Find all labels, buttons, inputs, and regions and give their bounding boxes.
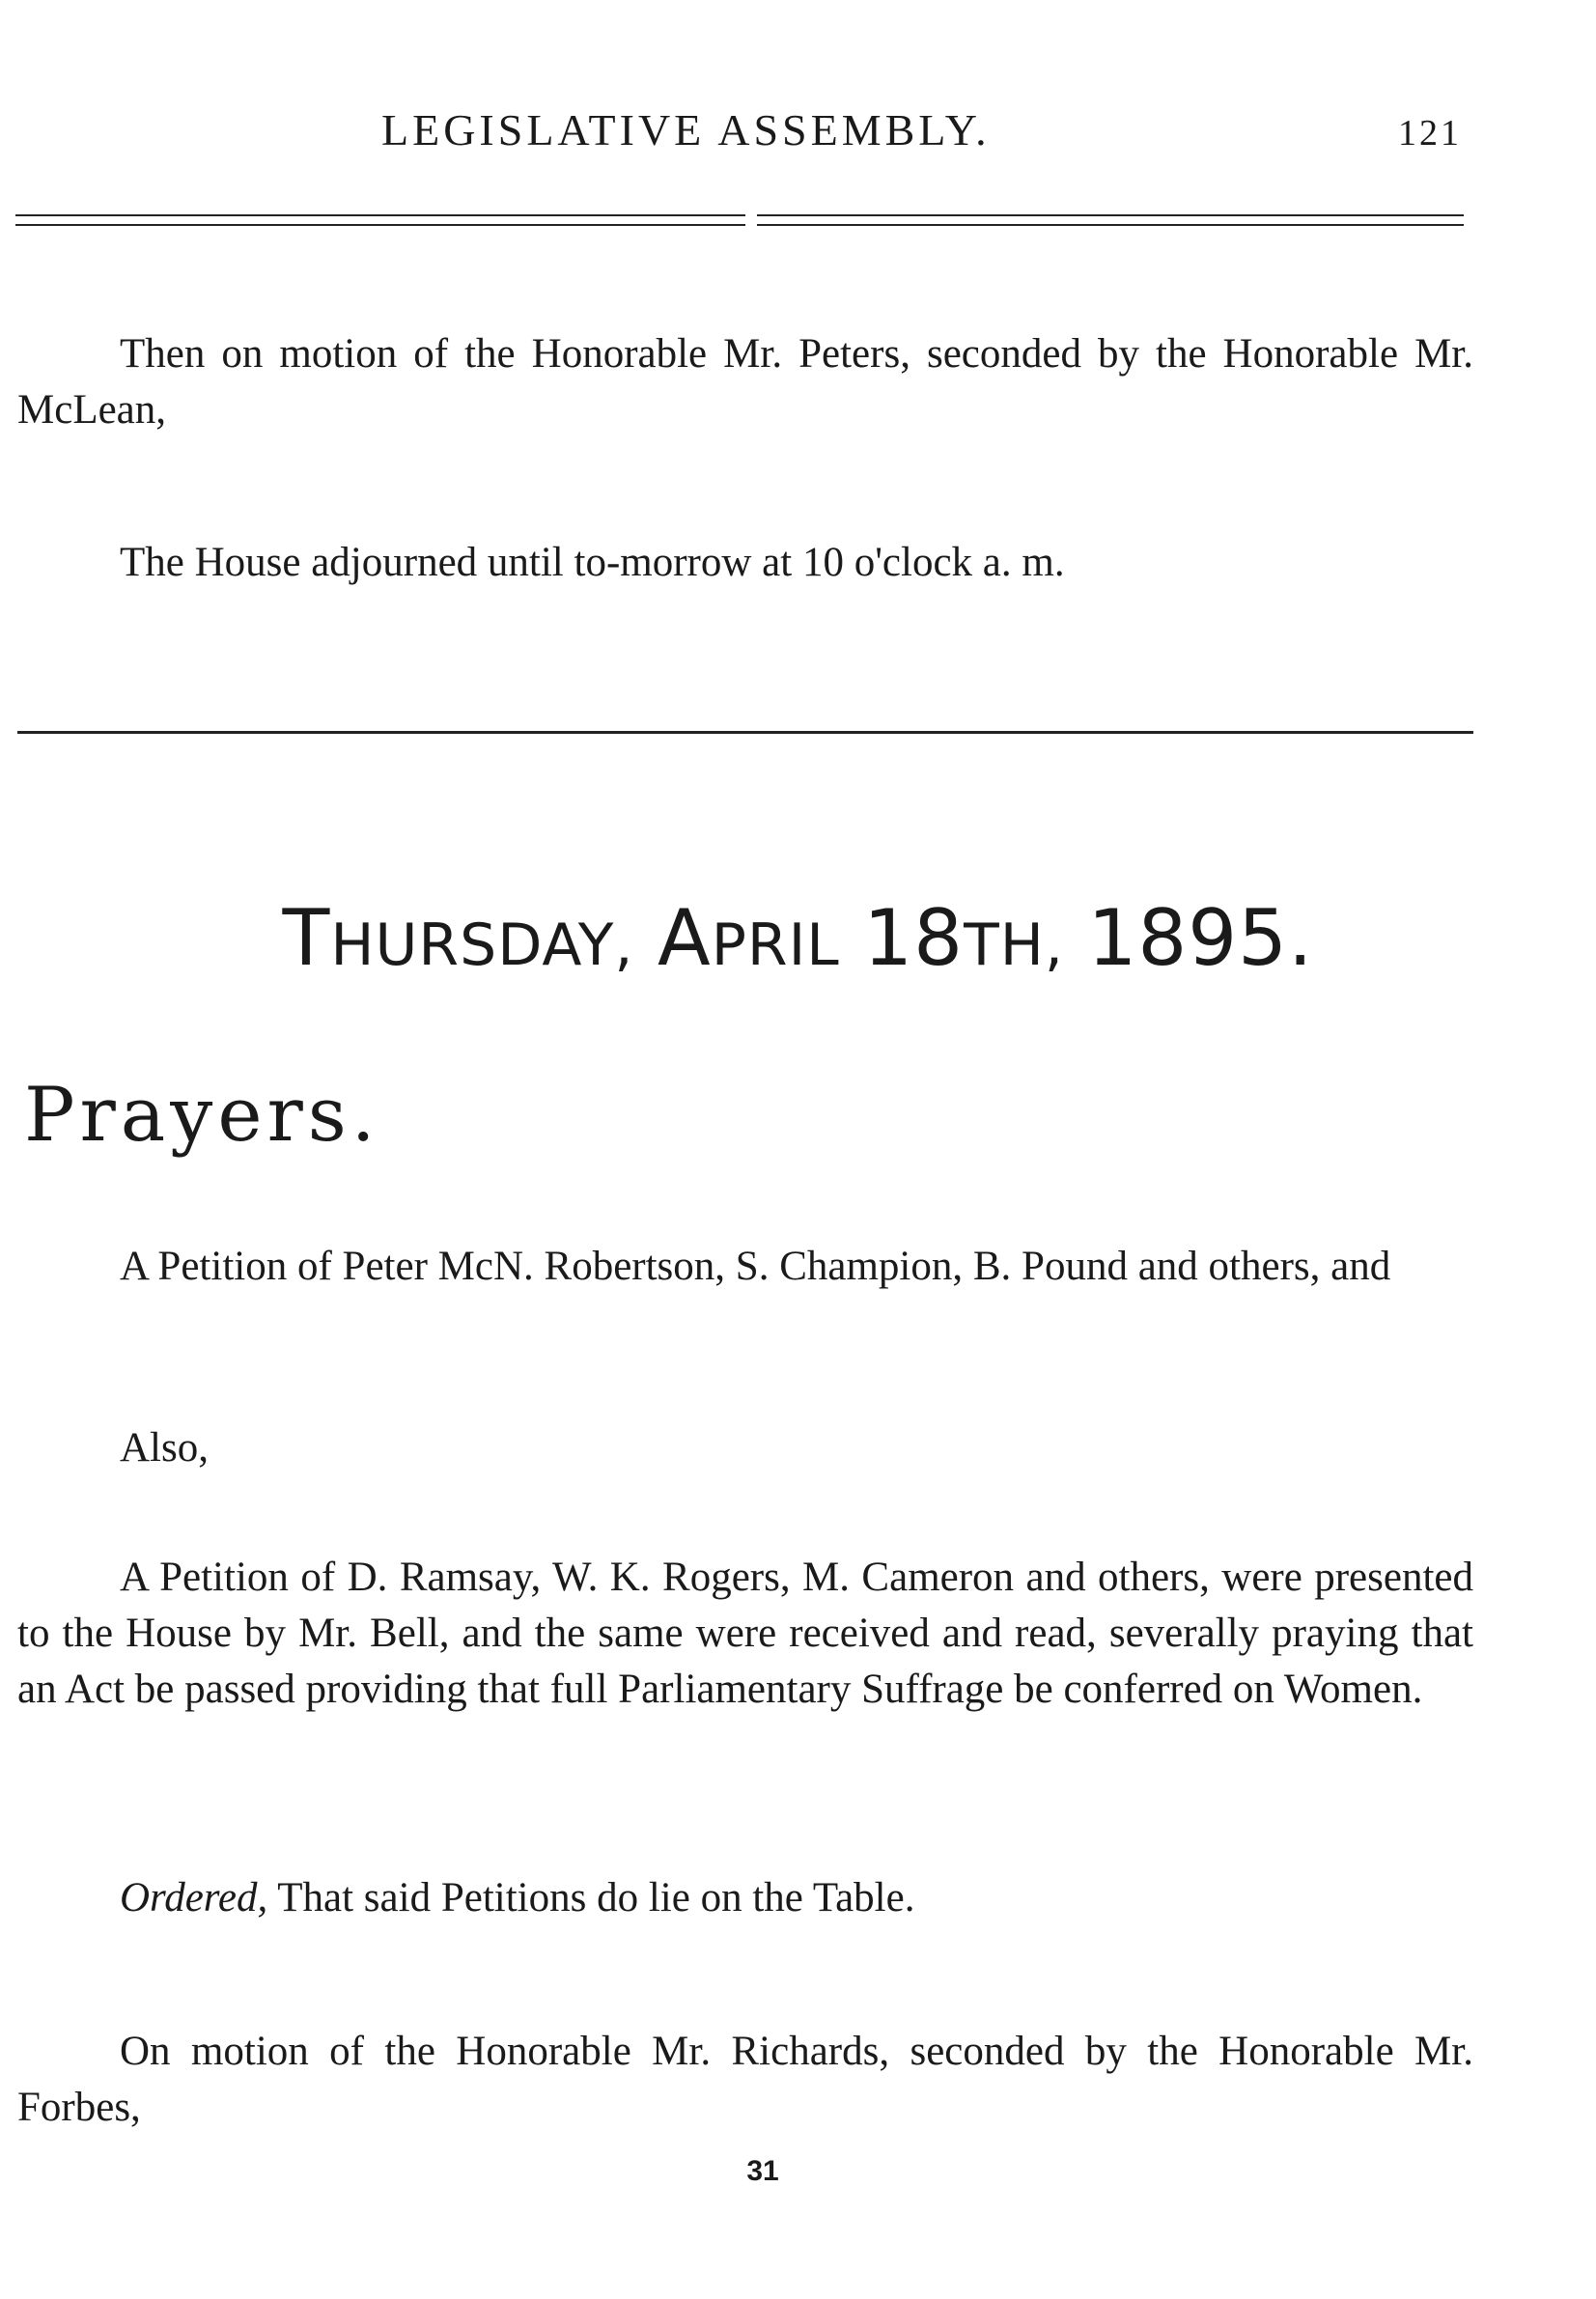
- ordered-label: Ordered,: [120, 1875, 268, 1921]
- paragraph-ordered: [17, 1870, 1473, 1926]
- ordered-text: That said Petitions do lie on the Table.: [277, 1875, 915, 1921]
- paragraph-motion-peters: Then on motion of the Honorable Mr. Peters, seconded by the Honorable Mr. McLean,: [17, 331, 1473, 433]
- page-number: 121: [1398, 113, 1462, 154]
- page-header: [0, 104, 1596, 162]
- paragraph-petition-ramsay: A Petition of D. Ramsay, W. K. Rogers, M. Cameron and others, were presented to the House by Mr. Bell, and the same were received and read, severally praying that an Act be passed providing that full Parliamentary Suffrage be conferred on Women.: [17, 1555, 1473, 1712]
- paragraph-also: Also,: [120, 1425, 209, 1471]
- section-heading-prayers: Prayers.: [24, 1072, 380, 1159]
- paragraph-petition-robertson: A Petition of Peter McN. Robertson, S. Champion, B. Pound and others, and: [120, 1244, 1391, 1289]
- section-divider-rule: [17, 731, 1473, 734]
- weekday-rest: HURSDAY,: [330, 911, 634, 979]
- day-heading: [0, 893, 1596, 983]
- paragraph-motion-richards: On motion of the Honorable Mr. Richards, seconded by the Honorable Mr. Forbes,: [17, 2029, 1473, 2130]
- year: 1895.: [1087, 893, 1314, 983]
- header-rule-right: [757, 214, 1464, 226]
- weekday-initial: T: [282, 893, 331, 983]
- running-title: LEGISLATIVE ASSEMBLY.: [381, 105, 991, 154]
- day-suffix: TH,: [964, 911, 1064, 979]
- paragraph-adjourned: The House adjourned until to-morrow at 10 o'clock a. m.: [120, 540, 1065, 585]
- signature-number: 31: [746, 2155, 779, 2187]
- month-initial: A: [658, 893, 712, 983]
- month-rest: PRIL: [711, 911, 840, 979]
- header-double-rule: [15, 214, 1464, 226]
- header-rule-left: [15, 214, 745, 226]
- day-number: 18: [863, 893, 965, 983]
